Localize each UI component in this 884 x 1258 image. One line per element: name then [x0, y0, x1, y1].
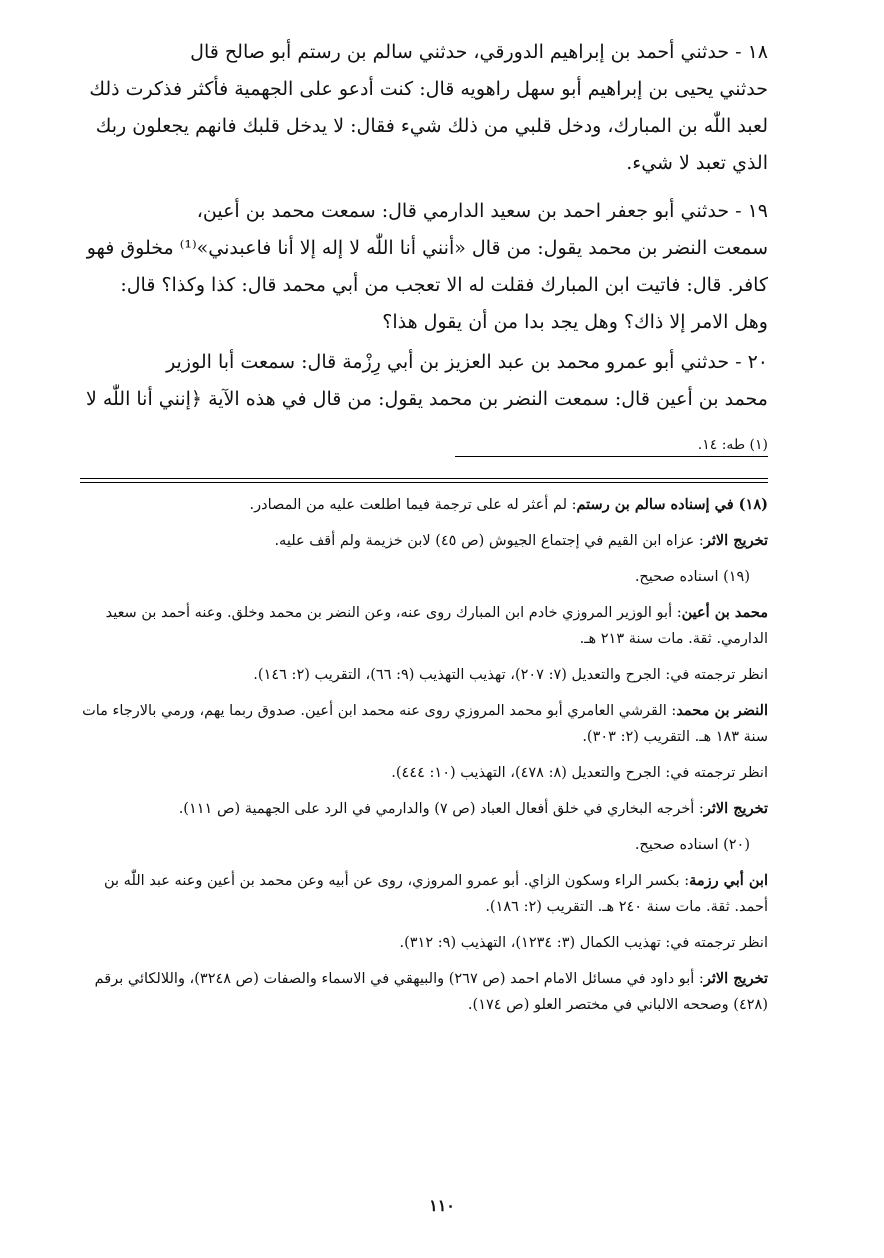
text-line: سمعت النضر بن محمد يقول: من قال «أنني أنا اللّٰه لا إله إلا أنا فاعبدني»⁽¹⁾ مخلوق فهو: [86, 237, 768, 259]
note-label: محمد بن أعين: [681, 604, 768, 621]
note-text: (١٩) اسناده صحيح.: [634, 569, 750, 585]
text-line: الذي تعبد لا شيء.: [626, 152, 768, 174]
note-text: : القرشي العامري أبو محمد المروزي روى عنه محمد ابن أعين. صدوق ربما يهم، ورمي بالارجاء مات سنة ١٨٣ هـ. التقريب (٢: ٣٠٣).: [82, 703, 768, 745]
note-takhrij-19: [80, 796, 768, 822]
note-label: (١٨) في إسناده سالم بن رستم: [576, 496, 768, 513]
note-19: [80, 564, 768, 590]
notes-divider-bottom: [80, 482, 768, 483]
footnote: [80, 434, 768, 456]
note-text: : أبو الوزير المروزي خادم ابن المبارك روى عنه، وعن النضر بن محمد وخلق. وعنه أحمد بن سعيد الدارمي. ثقة. مات سنة ٢١٣ هـ.: [105, 605, 768, 647]
note-text: (٢٠) اسناده صحيح.: [634, 837, 750, 853]
text-line: كافر. قال: فاتيت ابن المبارك فقلت له الا تعجب من أبي محمد قال: كذا وكذا؟ قال:: [120, 274, 768, 296]
note-label: النضر بن محمد: [676, 702, 768, 719]
note-label: تخريج الاثر: [703, 800, 768, 817]
note-text: انظر ترجمته في: الجرح والتعديل (٨: ٤٧٨)، التهذيب (١٠: ٤٤٤).: [391, 765, 768, 781]
note-label: تخريج الاثر: [703, 970, 768, 987]
notes: [80, 492, 768, 1018]
note-text: : أخرجه البخاري في خلق أفعال العباد (ص ٧) والدارمي في الرد على الجهمية (ص ١١١).: [178, 801, 704, 817]
note-text: انظر ترجمته في: تهذيب الكمال (٣: ١٢٣٤)، التهذيب (٩: ٣١٢).: [399, 935, 768, 951]
note-text: انظر ترجمته في: الجرح والتعديل (٧: ٢٠٧)، تهذيب التهذيب (٩: ٦٦)، التقريب (٢: ١٤٦).: [253, 667, 768, 683]
text-line: حدثني يحيى بن إبراهيم أبو سهل راهويه قال: كنت أدعو على الجهمية فأكثر فذكرت ذلك: [89, 78, 768, 100]
text-line: ١٨ - حدثني أحمد بن إبراهيم الدورقي، حدثني سالم بن رستم أبو صالح قال: [190, 41, 768, 63]
note-references: [80, 760, 768, 786]
footnote-divider: [455, 456, 768, 457]
note-text: : عزاه ابن القيم في إجتماع الجيوش (ص ٤٥) لابن خزيمة ولم أقف عليه.: [274, 533, 704, 549]
note-text: : لم أعثر له على ترجمة فيما اطلعت عليه من المصادر.: [249, 497, 577, 513]
note-text: : أبو داود في مسائل الامام احمد (ص ٢٦٧) والبيهقي في الاسماء والصفات (ص ٣٢٤٨)، واللالكائي برقم (٤٢٨) وصححه الالباني في مختصر العلو (ص ١٧٤).: [94, 971, 768, 1013]
text-line: لعبد اللّٰه بن المبارك، ودخل قلبي من ذلك شيء فقال: لا يدخل قلبك فانهم يجعلون ربك: [95, 115, 768, 137]
note-20: [80, 832, 768, 858]
hadith-20: [80, 344, 768, 418]
text-line: وهل الامر إلا ذاك؟ وهل يجد بدا من أن يقول هذا؟: [382, 311, 768, 333]
note-ibn-abi-rizma: [80, 868, 768, 920]
text-line: ١٩ - حدثني أبو جعفر احمد بن سعيد الدارمي قال: سمعت محمد بن أعين،: [196, 200, 768, 222]
note-takhrij-20: [80, 966, 768, 1018]
note-muhammad-bin-ayan: [80, 600, 768, 652]
notes-divider-top: [80, 478, 768, 479]
note-nadr-bin-muhammad: [80, 698, 768, 750]
footnote-text: (١) طه: ١٤.: [697, 437, 768, 453]
hadith-18: [80, 34, 768, 182]
page-number: ١١٠: [429, 1196, 455, 1215]
note-text: : بكسر الراء وسكون الزاي. أبو عمرو المروزي، روى عن أبيه وعن محمد بن أعين وعنه عبد اللّٰه بن أحمد. ثقة. مات سنة ٢٤٠ هـ. التقريب (٢: ١٨٦).: [104, 873, 768, 915]
note-18: [80, 492, 768, 518]
text-line: محمد بن أعين قال: سمعت النضر بن محمد يقول: من قال في هذه الآية ﴿إنني أنا اللّٰه لا: [85, 388, 768, 410]
note-references: [80, 930, 768, 956]
hadith-19: [80, 193, 768, 341]
note-takhrij-18: [80, 528, 768, 554]
note-label: تخريج الاثر: [703, 532, 768, 549]
note-label: ابن أبي رزمة: [689, 872, 768, 889]
text-line: ٢٠ - حدثني أبو عمرو محمد بن عبد العزيز بن أبي رِزْمة قال: سمعت أبا الوزير: [166, 351, 768, 373]
note-references: [80, 662, 768, 688]
